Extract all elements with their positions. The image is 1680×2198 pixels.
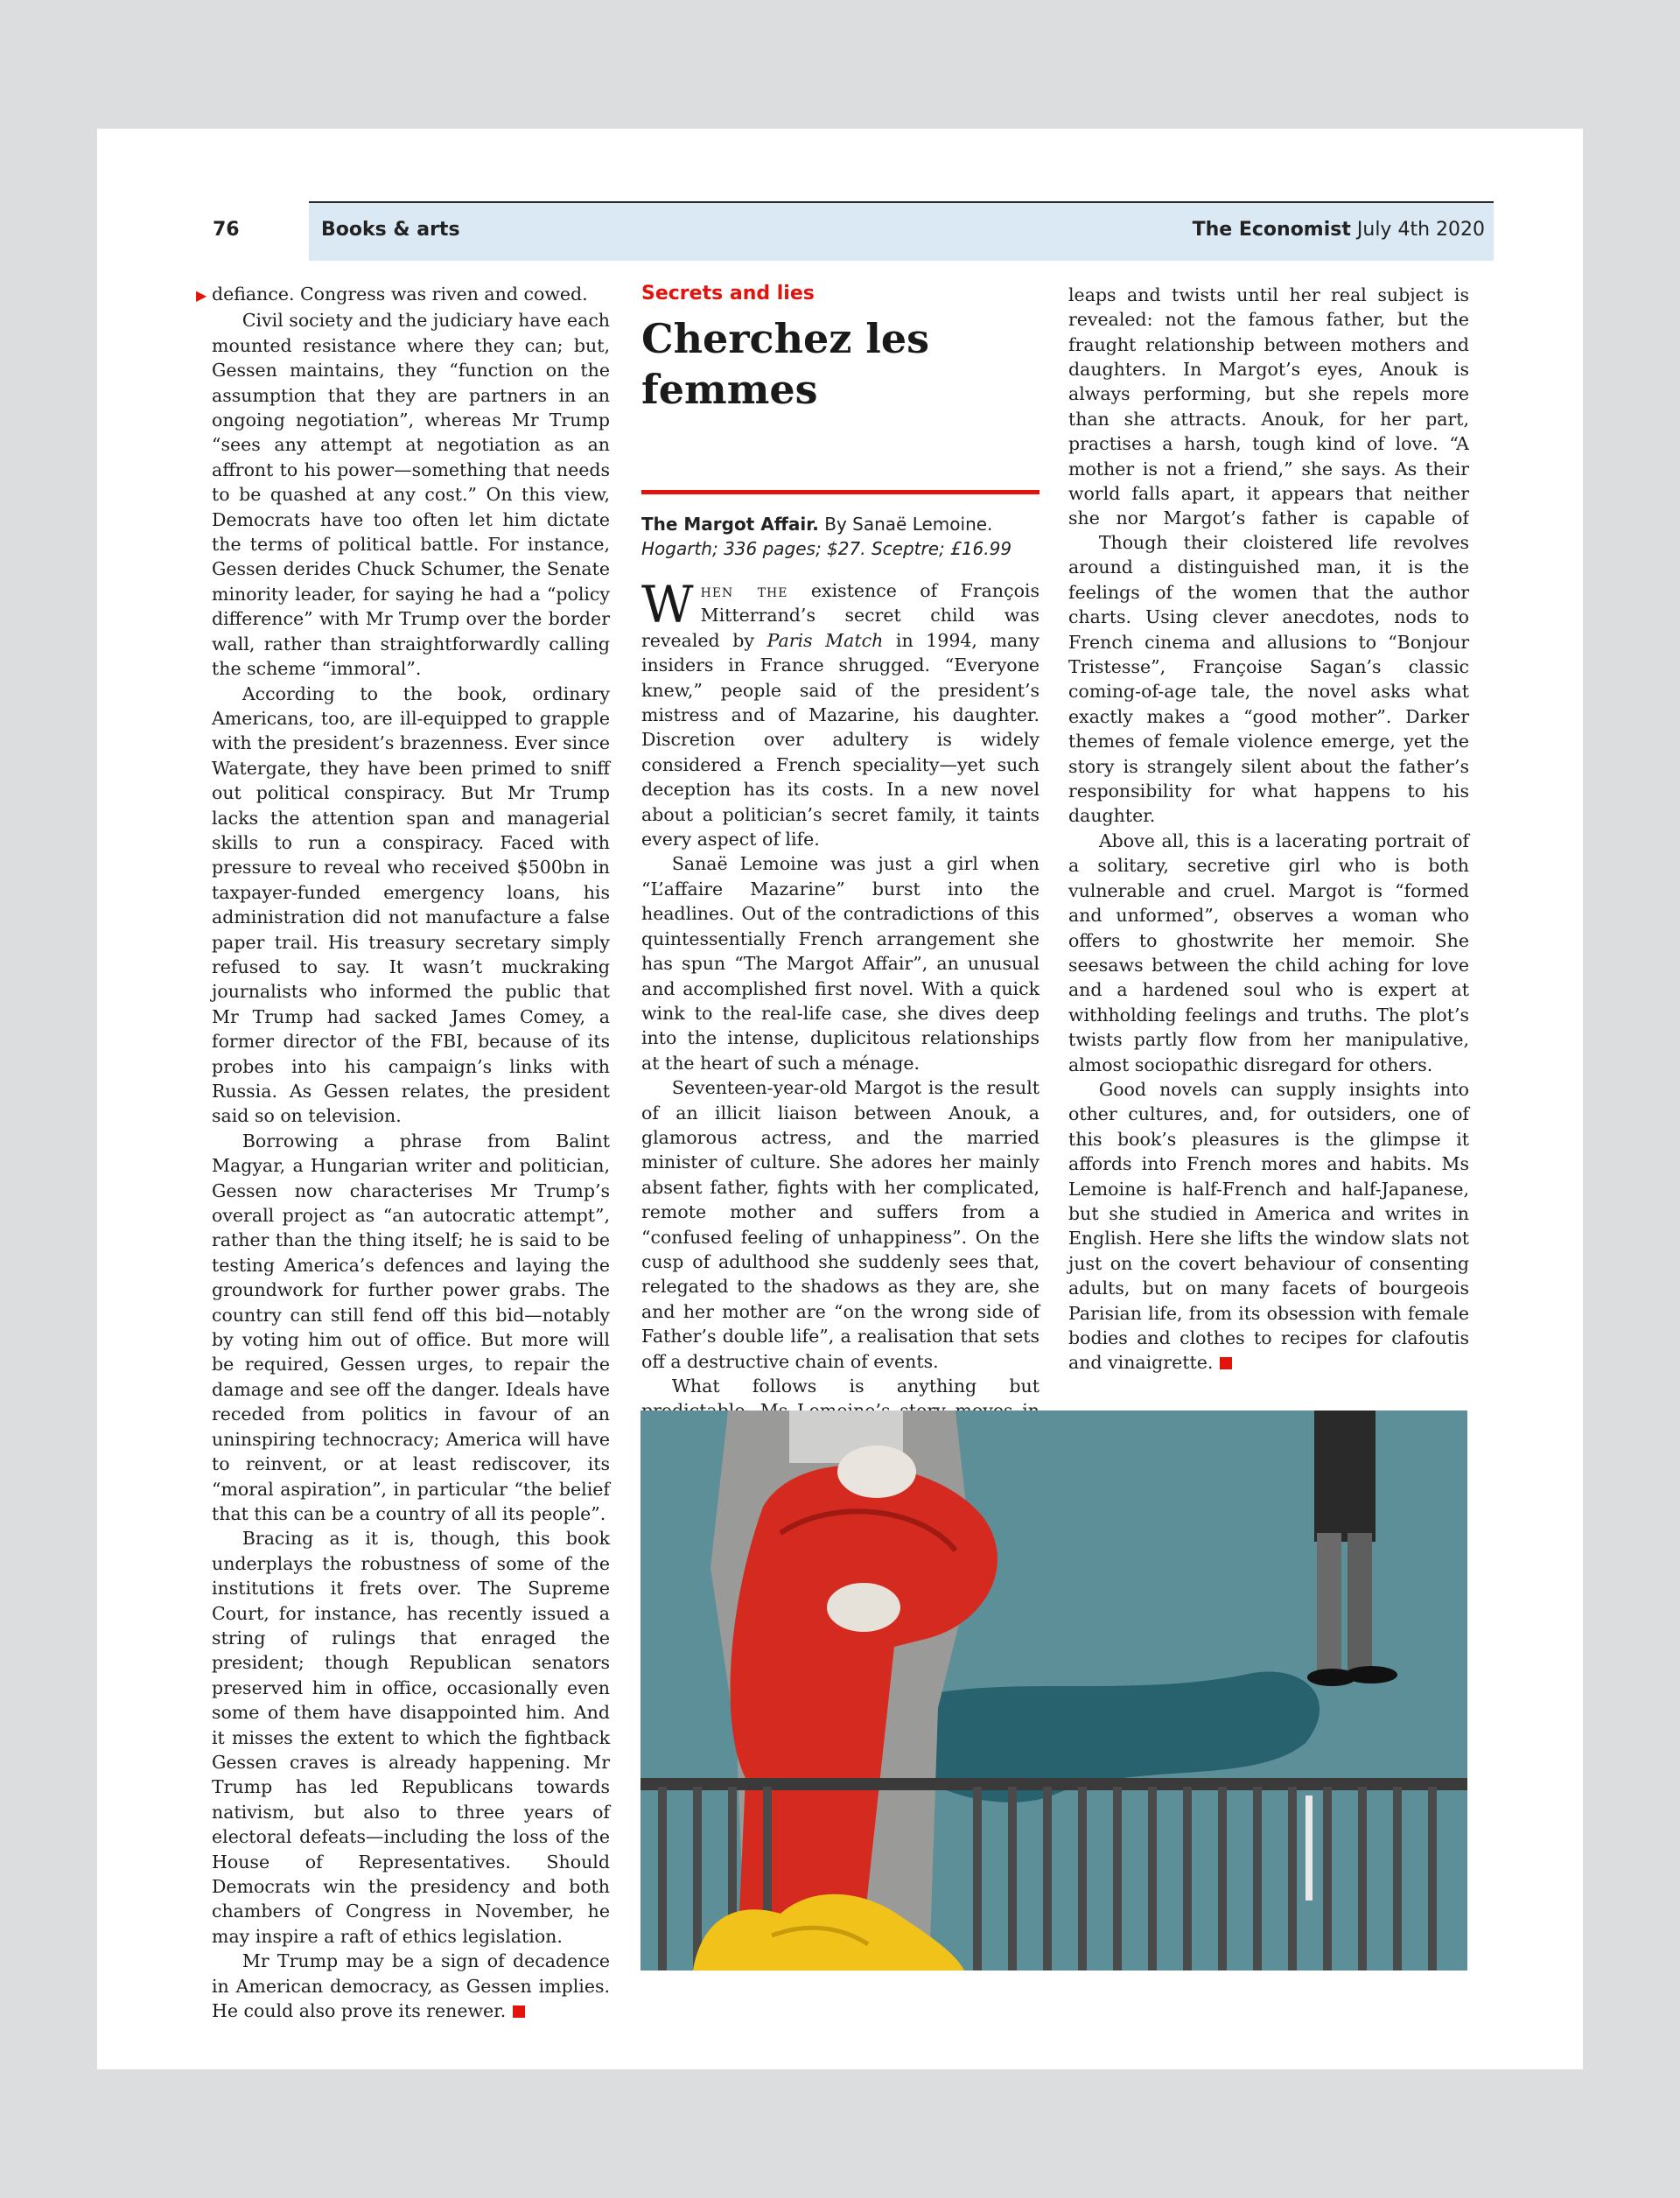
paragraph [196,282,610,308]
publication-name: The Economist [1192,219,1351,241]
lead-tail: in 1994, many insiders in France shrugged. “Everyone knew,” people said of the president’s mistress and of Mazarine, his daughter. Discretion over adultery is widely considered a French speciality—yet such deception has its costs. In a new novel about a politician’s secret family, it taints every aspect of life. [641,629,1040,850]
drop-cap: W [641,575,694,634]
article-illustration [640,1410,1467,1970]
paragraph: Seventeen-year-old Margot is the result of an illicit liaison between Anouk, a glamorous actress, and the married minister of culture. She adores her mainly absent father, fights with her complicated, remote mother and suffers from a “confused feeling of unhappiness”. On the cusp of adulthood she suddenly sees that, relegated to the shadows as they are, she and her mother are “on the wrong side of Father’s double life”, a realisation that sets off a destructive chain of events. [641,1077,1040,1372]
column-2 [641,282,1040,1423]
man-leg-right [1348,1533,1372,1673]
lead-smallcaps: hen the [700,580,788,601]
paragraph: Above all, this is a lacerating portrait of a solitary, secretive girl who is both vulnerable and cruel. Margot is “formed and unformed”, observes a woman who offers to ghostwrite her memoir. She seesaws between the child aching for love and a hardened soul who is expert at withholding feelings and truths. The plot’s twists partly flow from her manipulative, almost sociopathic disregard for others. [1068,830,1469,1075]
paragraph [1068,1077,1469,1376]
paragraph: Civil society and the judiciary have each mounted resistance where they can; but, Gessen maintains, they “function on the assumption that they are partners in an ongoing negotiation”, whereas Mr Trump “sees any attempt at negotiation as an affront to his power—something that needs to be quashed at any cost.” On this view, Democrats have too often let him dictate the terms of political battle. For instance, Gessen derides Chuck Schumer, the Senate minority leader, for saying he had a “policy difference” with Mr Trump over the border wall, rather than straightforwardly calling the scheme “immoral”. [212,310,610,680]
man-shoe-right [1345,1666,1397,1684]
lead-paragraph [641,575,1040,851]
crib-ribbon [1306,1796,1312,1900]
article-headline: Cherchez les femmes [641,315,930,413]
paragraph: Borrowing a phrase from Balint Magyar, a Hungarian writer and politician, Gessen now characterises Mr Trump’s overall project as “an autocratic attempt”, rather than the thing itself; he is said to be testing America’s defences and laying the groundwork for further power grabs. The country can still fend off this bid—notably by voting him out of office. But more will be required, Gessen urges, to repair the damage and see off the danger. Ideals have receded from politics in favour of an uninspiring technocracy; America will have to reinvent, or at least rediscover, its “moral aspiration”, in particular “the belief that this can be a country of all its people”. [212,1130,610,1524]
end-mark-icon [513,2006,525,2018]
red-triangle-icon: ▶ [196,287,207,304]
issue-date: July 4th 2020 [1356,219,1485,241]
collage-image [640,1410,1467,1970]
column-3 [1068,282,1469,1376]
page-header [213,201,1494,261]
column-1 [196,282,610,2023]
book-title: The Margot Affair. [641,514,819,535]
paragraph: Though their cloistered life revolves around a distinguished man, it is the feelings of the women that the author charts. Using clever anecdotes, nods to French cinema and allusions to “Bonjour Tristesse”, Françoise Sagan’s classic coming-of-age tale, the novel asks what exactly makes a “good mother”. Darker themes of female violence emerge, yet the story is strangely silent about the father’s responsibility for what happens to his daughter. [1068,532,1469,827]
section-name: Books & arts [321,219,460,241]
headline-rule [641,490,1040,494]
man-coat [1314,1410,1376,1542]
article-kicker: Secrets and lies [641,283,815,304]
paragraph: What follows is anything but [671,1376,1040,1396]
paragraph: Sanaë Lemoine was just a girl when “L’affaire Mazarine” burst into the headlines. Out of the contradictions of this quintessentially French arrangement she has spun “The Margot Affair”, an unusual and accomplished first novel. With a quick wink to the real-life case, she dives deep into the intense, duplicitous relationships at the heart of such a ménage. [641,853,1040,1074]
hand-top [837,1446,916,1498]
paragraph-continued [1068,282,1469,530]
lead-text: existence of François Mitterrand’s secret child was revealed by [641,580,1040,651]
book-details: Hogarth; 336 pages; $27. Sceptre; £16.99 [641,538,1012,559]
hand-bottom [827,1583,900,1632]
man-leg-left [1317,1533,1341,1673]
lead-italic: Paris Match [766,629,884,651]
paragraph: Bracing as it is, though, this book underplays the robustness of some of the institutions it frets over. The Supreme Court, for instance, has recently issued a string of rulings that enraged the president; though Republican senators preserved him in office, occasionally even some of them have disappointed him. And it misses the extent to which the fightback Gessen craves is already happening. Mr Trump has led Republicans towards nativism, but also to three years of electoral defeats—including the loss of the House of Representatives. Should Democrats win the presidency and both chambers of Congress in November, he may inspire a raft of ethics legislation. [212,1528,610,1947]
paragraph: According to the book, ordinary Americans, too, are ill-equipped to grapple with the president’s brazenness. Ever since Watergate, they have been primed to sniff out political conspiracy. But Mr Trump lacks the attention span and managerial skills to run a conspiracy. Faced with pressure to reveal who received $500bn in taxpayer-funded emergency loans, his administration did not manufacture a false paper trail. His treasury secretary simply refused to say. It wasn’t muckraking journalists who informed the public that Mr Trump had sacked James Comey, a former director of the FBI, because of its probes into his campaign’s links with Russia. As Gessen relates, the president said so on television. [212,682,610,1127]
magazine-page [97,129,1583,2069]
book-author: By Sanaë Lemoine. [824,514,993,535]
publication-date [1193,219,1485,241]
end-mark-icon [1220,1357,1232,1369]
paragraph-text: leaps and twists until her real subject is revealed: not the famous father, but the fraught relationship between mothers and daughters. In Margot’s eyes, Anouk is always performing, but she repels more than she attracts. Anouk, for her part, practises a harsh, tough kind of love. “A mother is not a friend,” she says. As their world falls apart, it appears that neither she nor Margot’s father is capable of [1068,284,1469,529]
paragraph-text: Good novels can supply insights into other cultures, and, for outsiders, one of this book’s pleasures is the glimpse it affords into French mores and habits. Ms Lemoine is half-French and half-Japanese, but she studied in America and writes in English. Here she lifts the window slats not just on the covert behaviour of consenting adults, but on many facets of bourgeois Parisian life, from its obsession with female bodies and clothes to recipes for clafoutis and vinaigrette. [1068,1078,1469,1374]
paragraph [212,1949,610,2023]
paragraph-text: defiance. Congress was riven and cowed. [212,284,588,304]
page-number: 76 [213,219,240,241]
paragraph-text: Mr Trump may be a sign of decadence in American democracy, as Gessen implies. He could also prove its renewer. [212,1950,610,2022]
book-info [641,512,1040,561]
